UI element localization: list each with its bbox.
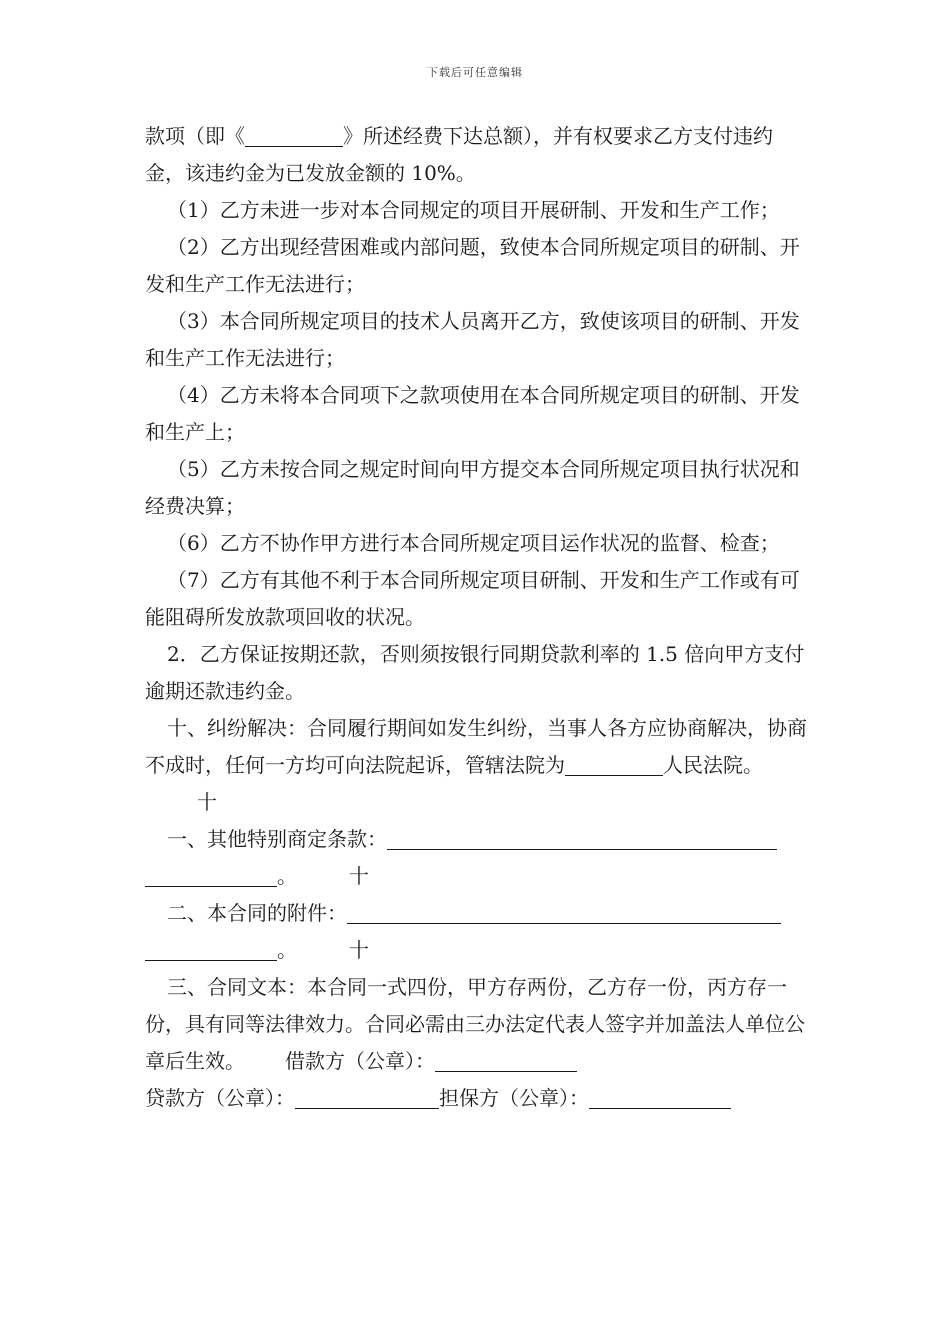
fill-blank-borrower-seal[interactable] [435, 1049, 577, 1072]
paragraph-text: 人民法院。 [663, 753, 763, 777]
fill-blank-guarantor-seal[interactable] [589, 1086, 731, 1109]
section-other-terms-cont [145, 858, 807, 895]
fill-blank-court[interactable] [565, 753, 663, 776]
list-item-5: （5）乙方未按合同之规定时间向甲方提交本合同所规定项目执行状况和经费决算； [145, 457, 800, 518]
lender-seal-label: 贷款方（公章）： [145, 1086, 295, 1110]
paragraph-text: 一、其他特别商定条款： [167, 827, 387, 851]
clause-2-repayment: 2．乙方保证按期还款，否则须按银行同期贷款利率的 1.5 倍向甲方支付逾期还款违约金。 [145, 642, 805, 703]
list-item-7: （7）乙方有其他不利于本合同所规定项目研制、开发和生产工作或有可能阻碍所发放款项回收的状况。 [145, 568, 800, 629]
page-header-note: 下载后可任意编辑 [427, 66, 523, 79]
paragraph-text: 。 [277, 864, 297, 888]
section-attachments-cont [145, 932, 807, 969]
fill-blank-attachments[interactable] [347, 901, 781, 924]
borrower-seal-label: 借款方（公章）： [285, 1049, 435, 1073]
paragraph-text: 二、本合同的附件： [167, 901, 347, 925]
fill-blank-other-terms-cont[interactable] [145, 864, 277, 887]
fill-blank-attachments-cont[interactable] [145, 938, 277, 961]
paragraph-text: 》所述经费下达总额），并有权要求乙方支付违约金，该违约金为已发放金额的 10%。 [145, 124, 773, 185]
paragraph-penalty [145, 118, 807, 192]
paragraph-text: 十、纠纷解决：合同履行期间如发生纠纷，当事人各方应协商解决，协商不成时，任何一方均可向法院起诉，管辖法院为 [145, 716, 807, 777]
paragraph-text: 。 [277, 938, 297, 962]
fill-blank-other-terms[interactable] [387, 827, 777, 850]
list-item-4: （4）乙方未将本合同项下之款项使用在本合同所规定项目的研制、开发和生产上； [145, 383, 800, 444]
section-dispute-resolution [145, 710, 807, 821]
section-mark: 十 [197, 790, 217, 814]
fill-blank-document-name[interactable] [245, 124, 343, 147]
list-item-6: （6）乙方不协作甲方进行本合同所规定项目运作状况的监督、检查； [167, 531, 780, 555]
guarantor-seal-label: 担保方（公章）： [439, 1086, 589, 1110]
fill-blank-lender-seal[interactable] [295, 1086, 439, 1109]
paragraph-text: 款项（即《 [145, 124, 245, 148]
signature-line [145, 1080, 807, 1117]
section-mark: 十 [349, 938, 369, 962]
list-item-1: （1）乙方未进一步对本合同规定的项目开展研制、开发和生产工作； [167, 198, 780, 222]
section-attachments [145, 895, 807, 932]
list-item-3: （3）本合同所规定项目的技术人员离开乙方，致使该项目的研制、开发和生产工作无法进行； [145, 309, 800, 370]
paragraph-text: 三、合同文本：本合同一式四份，甲方存两份，乙方存一份，丙方存一份，具有同等法律效力。合同必需由三办法定代表人签字并加盖法人单位公章后生效。 [145, 975, 805, 1073]
document-body [145, 118, 807, 1117]
section-other-terms [145, 821, 807, 858]
section-contract-copies [145, 969, 807, 1080]
list-item-2: （2）乙方出现经营困难或内部问题，致使本合同所规定项目的研制、开发和生产工作无法进行； [145, 235, 800, 296]
section-mark: 十 [349, 864, 369, 888]
